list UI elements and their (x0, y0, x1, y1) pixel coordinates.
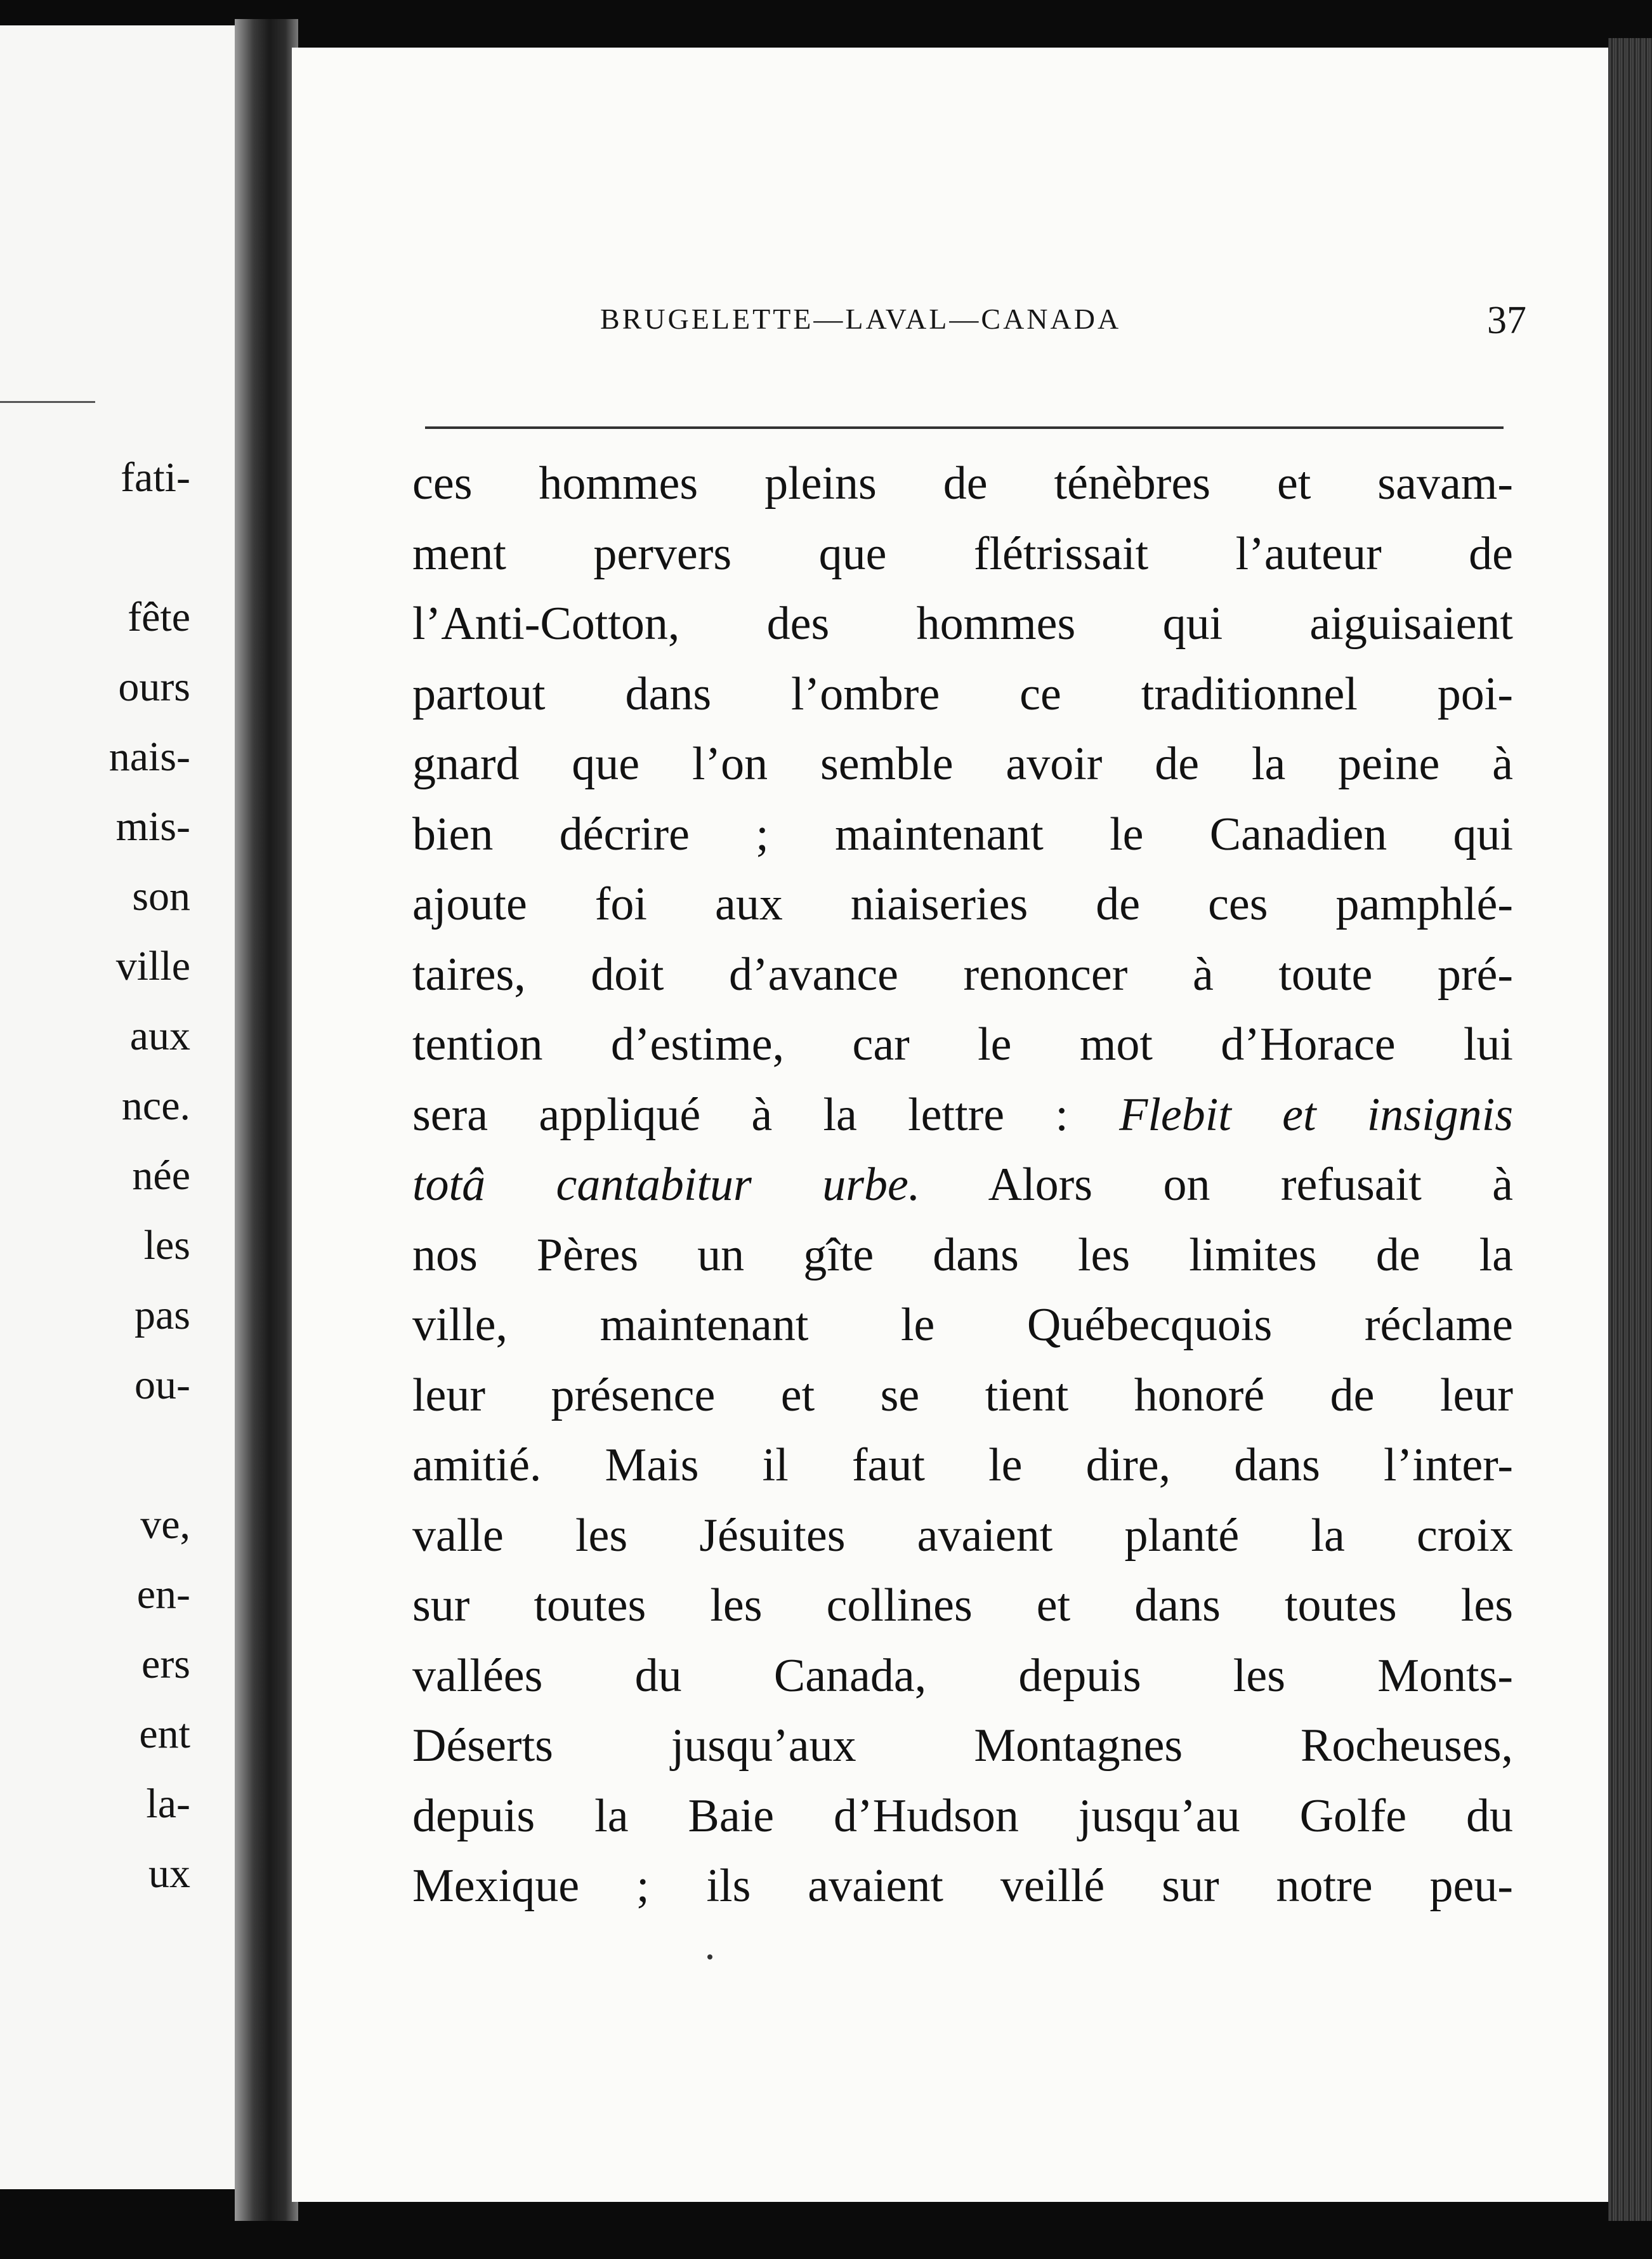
previous-page-fragment: nais- (108, 734, 190, 780)
text-line: tention d’estime, car le mot d’Horace lui (412, 1018, 1513, 1070)
text-line: Mexique ; ils avaient veillé sur notre peu- (412, 1860, 1513, 1912)
page-stack-edge (1608, 38, 1652, 2221)
previous-page-fragment: aux (129, 1013, 190, 1059)
text-line: sera appliqué à la lettre : Flebit et insignis (412, 1088, 1513, 1141)
latin-quotation: Flebit et insignis (1119, 1088, 1513, 1141)
previous-page-fragment: ux (148, 1850, 190, 1897)
text-line: ces hommes pleins de ténèbres et savam- (412, 458, 1513, 510)
body-text (412, 449, 1513, 1921)
text-line: gnard que l’on semble avoir de la peine à (412, 738, 1513, 790)
previous-page-fragment: ers (141, 1641, 190, 1687)
previous-page-fragment: en- (136, 1571, 190, 1617)
previous-page-fragment: ou- (134, 1362, 190, 1408)
current-page (292, 48, 1608, 2202)
header-rule (425, 426, 1504, 429)
text-line: ville, maintenant le Québecquois réclame (412, 1299, 1513, 1351)
running-title: BRUGELETTE—LAVAL—CANADA (600, 303, 1122, 335)
previous-page-edge (0, 25, 235, 2189)
text-line: totâ cantabitur urbe. Alors on refusait à (412, 1159, 1513, 1211)
previous-page-fragment: née (132, 1152, 190, 1199)
previous-page-fragment: les (143, 1222, 190, 1268)
previous-page-fragment: fati- (121, 454, 190, 501)
text-line: leur présence et se tient honoré de leur (412, 1369, 1513, 1421)
text-line: valle les Jésuites avaient planté la croix (412, 1509, 1513, 1562)
previous-page-fragment: ville (115, 943, 190, 989)
previous-page-fragment: ent (139, 1711, 190, 1757)
previous-page-fragment: son (132, 873, 190, 919)
previous-page-fragment: ve, (140, 1501, 190, 1548)
text-line: bien décrire ; maintenant le Canadien qui (412, 808, 1513, 860)
text-line: amitié. Mais il faut le dire, dans l’inter- (412, 1439, 1513, 1491)
text-line: taires, doit d’avance renoncer à toute pré- (412, 948, 1513, 1001)
page-number: 37 (1487, 299, 1526, 342)
running-header (600, 298, 1526, 343)
book-gutter-shadow (235, 19, 298, 2221)
scan-speck (707, 1954, 712, 1959)
previous-page-fragment: nce. (121, 1083, 190, 1129)
text-line: Déserts jusqu’aux Montagnes Rocheuses, (412, 1720, 1513, 1772)
text-line: ment pervers que flétrissait l’auteur de (412, 527, 1513, 580)
previous-page-header-rule (0, 401, 95, 403)
text-line: sur toutes les collines et dans toutes les (412, 1579, 1513, 1631)
previous-page-fragment: fête (128, 594, 190, 640)
latin-quotation: totâ cantabitur urbe. (412, 1159, 921, 1211)
previous-page-fragment: la- (146, 1781, 190, 1827)
previous-page-fragment: mis- (115, 803, 190, 850)
text-line: vallées du Canada, depuis les Monts- (412, 1649, 1513, 1702)
text-line: partout dans l’ombre ce traditionnel poi- (412, 668, 1513, 720)
previous-page-fragment: pas (134, 1292, 190, 1338)
text-line: ajoute foi aux niaiseries de ces pamphlé- (412, 878, 1513, 930)
previous-page-fragment: ours (118, 664, 190, 710)
text-line: depuis la Baie d’Hudson jusqu’au Golfe du (412, 1789, 1513, 1842)
text-line: l’Anti-Cotton, des hommes qui aiguisaient (412, 598, 1513, 650)
text-line: nos Pères un gîte dans les limites de la (412, 1228, 1513, 1281)
